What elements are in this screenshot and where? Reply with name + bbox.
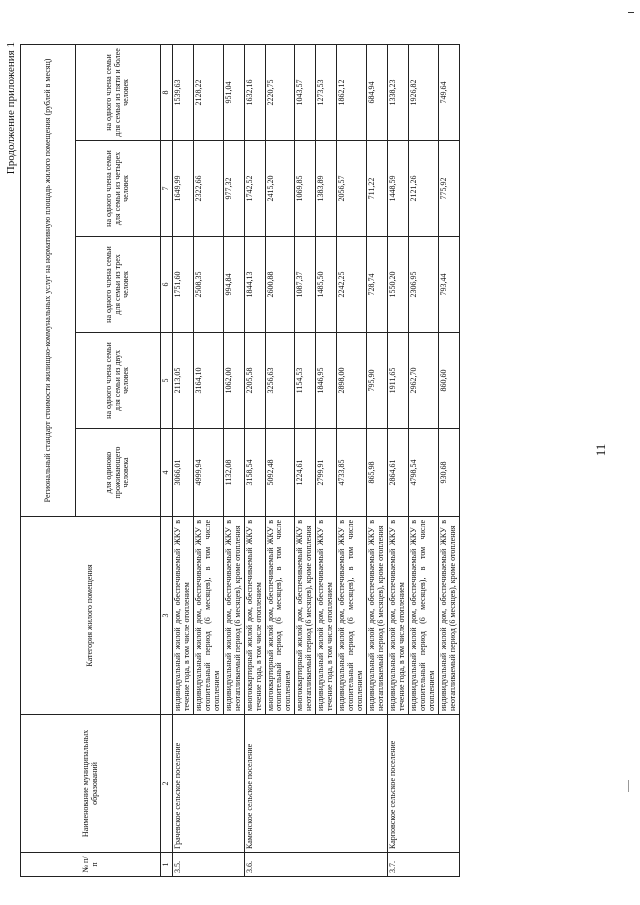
cost-value: 1751,60	[172, 237, 193, 333]
cost-value: 2113,05	[172, 333, 193, 429]
cost-value: 1632,16	[244, 44, 265, 140]
cost-value: 1043,57	[295, 44, 316, 140]
cost-value: 2121,26	[408, 141, 438, 237]
table-row	[244, 44, 265, 876]
housing-category: индивидуальный жилой дом, обеспечиваемый ЖКУ в течение года, в том числе отоплением	[316, 517, 337, 715]
cost-value: 1154,53	[295, 333, 316, 429]
cost-value: 4733,85	[337, 429, 367, 517]
cost-value: 1062,00	[223, 333, 244, 429]
housing-category: индивидуальный жилой дом, обеспечиваемый ЖКУ в отопительный период (6 месяцев), в том числе отоплением	[408, 517, 438, 715]
column-index: 2	[161, 715, 173, 853]
cost-value: 4999,94	[193, 429, 223, 517]
cost-value: 795,90	[367, 333, 388, 429]
cost-value: 951,04	[223, 44, 244, 140]
table-header	[21, 44, 173, 876]
municipality-name: Карповское сельское поселение	[387, 715, 459, 853]
column-index: 6	[161, 237, 173, 333]
group-number: 3.6.	[244, 853, 387, 877]
column-index: 1	[161, 853, 173, 877]
cost-value: 2306,95	[408, 237, 438, 333]
municipality-name: Грачевское сельское поселение	[172, 715, 244, 853]
cost-value: 2056,57	[337, 141, 367, 237]
cost-value: 2220,75	[265, 44, 295, 140]
header-category: Категория жилого помещения	[21, 517, 161, 715]
cost-value: 1273,53	[316, 44, 337, 140]
cost-value: 2508,35	[193, 237, 223, 333]
cost-value: 684,94	[367, 44, 388, 140]
header-family-2: на одного члена семьи для семьи из двух человек	[76, 333, 161, 429]
cost-value: 2322,66	[193, 141, 223, 237]
column-index: 8	[161, 44, 173, 140]
housing-category: индивидуальный жилой дом, обеспечиваемый ЖКУ в неотапливаемый период (6 месяцев), кроме отопления	[223, 517, 244, 715]
table-body	[172, 44, 459, 876]
cost-value: 793,44	[438, 237, 459, 333]
cost-value: 865,98	[367, 429, 388, 517]
cost-value: 930,68	[438, 429, 459, 517]
column-index: 4	[161, 429, 173, 517]
tariff-table	[20, 44, 460, 877]
scan-mark	[628, 780, 629, 792]
cost-value: 1383,89	[316, 141, 337, 237]
cost-value: 728,74	[367, 237, 388, 333]
cost-value: 1926,82	[408, 44, 438, 140]
cost-value: 4798,54	[408, 429, 438, 517]
page-number: 11	[593, 443, 608, 457]
cost-value: 1844,13	[244, 237, 265, 333]
column-index-row	[161, 44, 173, 876]
cost-value: 1846,95	[316, 333, 337, 429]
cost-value: 3164,10	[193, 333, 223, 429]
cost-value: 2799,91	[316, 429, 337, 517]
cost-value: 994,84	[223, 237, 244, 333]
header-single: для одиноко проживающего человека	[76, 429, 161, 517]
housing-category: индивидуальный жилой дом, обеспечиваемый ЖКУ в течение года, в том числе отоплением	[387, 517, 408, 715]
cost-value: 711,22	[367, 141, 388, 237]
cost-value: 1338,23	[387, 44, 408, 140]
cost-value: 3256,63	[265, 333, 295, 429]
cost-value: 2242,25	[337, 237, 367, 333]
cost-value: 860,60	[438, 333, 459, 429]
housing-category: многоквартирный жилой дом, обеспечиваемый ЖКУ в неотапливаемый период (6 месяцев), кроме отопления	[295, 517, 316, 715]
cost-value: 1742,52	[244, 141, 265, 237]
column-index: 7	[161, 141, 173, 237]
cost-value: 1649,99	[172, 141, 193, 237]
header-standard-group: Региональный стандарт стоимости жилищно-коммунальных услуг на нормативную площадь жилого помещения (рублей в месяц)	[21, 44, 76, 516]
housing-category: многоквартирный жилой дом, обеспечиваемый ЖКУ в течение года, в том числе отоплением	[244, 517, 265, 715]
header-family-4: на одного члена семьи для семьи из четырех человек	[76, 141, 161, 237]
table-row	[172, 44, 193, 876]
municipality-name: Каменское сельское поселение	[244, 715, 387, 853]
header-family-3: на одного члена семьи для семьи из трех человек	[76, 237, 161, 333]
cost-value: 2128,22	[193, 44, 223, 140]
cost-value: 1550,20	[387, 237, 408, 333]
appendix-note: Продолжение приложения 1	[5, 42, 17, 175]
cost-value: 2205,58	[244, 333, 265, 429]
housing-category: индивидуальный жилой дом, обеспечиваемый ЖКУ в отопительный период (6 месяцев), в том числе отоплением	[193, 517, 223, 715]
cost-value: 5092,48	[265, 429, 295, 517]
cost-value: 3158,54	[244, 429, 265, 517]
cost-value: 1087,37	[295, 237, 316, 333]
scan-mark	[628, 12, 634, 13]
column-index: 5	[161, 333, 173, 429]
cost-value: 1911,65	[387, 333, 408, 429]
cost-value: 1862,12	[337, 44, 367, 140]
cost-value: 2600,88	[265, 237, 295, 333]
cost-value: 1069,85	[295, 141, 316, 237]
cost-value: 977,32	[223, 141, 244, 237]
cost-value: 1539,63	[172, 44, 193, 140]
cost-value: 3066,01	[172, 429, 193, 517]
header-municipality: Наименование муниципальных образований	[21, 715, 161, 853]
cost-value: 1448,59	[387, 141, 408, 237]
header-number: № п/п	[21, 853, 161, 877]
cost-value: 1224,61	[295, 429, 316, 517]
cost-value: 2415,20	[265, 141, 295, 237]
cost-value: 775,92	[438, 141, 459, 237]
housing-category: индивидуальный жилой дом, обеспечиваемый ЖКУ в отопительный период (6 месяцев), в том числе отоплением	[337, 517, 367, 715]
column-index: 3	[161, 517, 173, 715]
cost-value: 1485,50	[316, 237, 337, 333]
table-row	[387, 44, 408, 876]
header-family-5: на одного члена семьи для семьи из пяти и более человек	[76, 44, 161, 140]
cost-value: 1132,08	[223, 429, 244, 517]
housing-category: индивидуальный жилой дом, обеспечиваемый ЖКУ в неотапливаемый период (6 месяцев), кроме отопления	[367, 517, 388, 715]
cost-value: 2898,00	[337, 333, 367, 429]
cost-value: 749,64	[438, 44, 459, 140]
housing-category: индивидуальный жилой дом, обеспечиваемый ЖКУ в течение года, в том числе отоплением	[172, 517, 193, 715]
group-number: 3.7.	[387, 853, 459, 877]
group-number: 3.5.	[172, 853, 244, 877]
housing-category: индивидуальный жилой дом, обеспечиваемый ЖКУ в неотапливаемый период (6 месяцев), кроме отопления	[438, 517, 459, 715]
housing-category: многоквартирный жилой дом, обеспечиваемый ЖКУ в отопительный период (6 месяцев), в том числе отоплением	[265, 517, 295, 715]
cost-value: 2962,70	[408, 333, 438, 429]
cost-value: 2864,61	[387, 429, 408, 517]
